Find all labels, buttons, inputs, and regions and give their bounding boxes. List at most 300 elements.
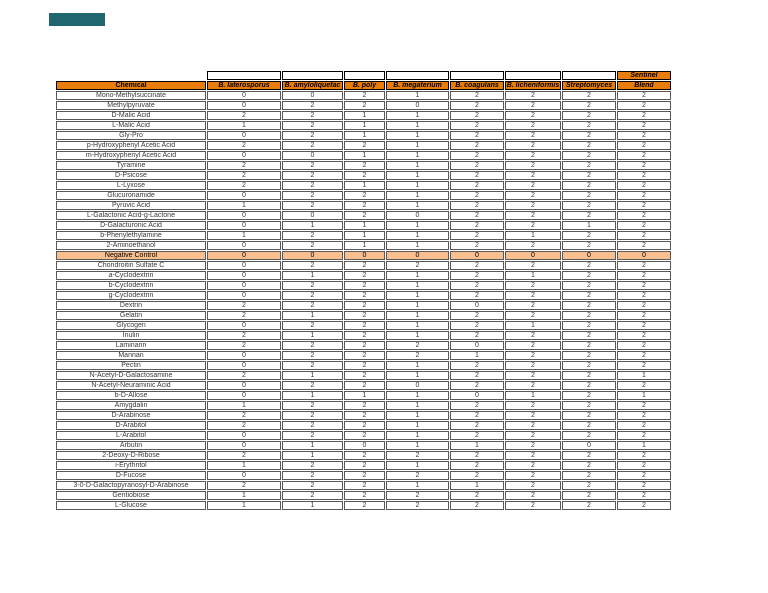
chemical-name-cell: L-Galactonic Acid-g-Lactone (56, 211, 206, 220)
value-cell: 2 (450, 411, 504, 420)
value-cell: 0 (617, 251, 671, 260)
value-cell: 2 (617, 331, 671, 340)
value-cell: 1 (386, 221, 449, 230)
value-cell: 2 (562, 481, 616, 490)
value-cell: 2 (344, 101, 385, 110)
value-cell: 0 (386, 381, 449, 390)
value-cell: 1 (386, 481, 449, 490)
value-cell: 1 (386, 431, 449, 440)
chemical-name-cell: a-Cyclodextrin (56, 271, 206, 280)
value-cell: 2 (617, 451, 671, 460)
table-row (56, 361, 671, 370)
chemical-name-cell: Chondroitin Sulfate C (56, 261, 206, 270)
table-row (56, 441, 671, 450)
value-cell: 2 (617, 111, 671, 120)
value-cell: 0 (562, 251, 616, 260)
value-cell: 2 (562, 401, 616, 410)
value-cell: 2 (344, 451, 385, 460)
value-cell: 2 (344, 281, 385, 290)
value-cell: 2 (617, 181, 671, 190)
value-cell: 1 (505, 391, 561, 400)
value-cell: 2 (562, 471, 616, 480)
column-header-species: B. poly (344, 81, 385, 90)
value-cell: 2 (617, 241, 671, 250)
table-row (56, 371, 671, 380)
value-cell: 2 (344, 141, 385, 150)
value-cell: 2 (282, 161, 343, 170)
value-cell: 1 (450, 351, 504, 360)
chemical-name-cell: D-Fucose (56, 471, 206, 480)
value-cell: 2 (505, 461, 561, 470)
value-cell: 2 (562, 181, 616, 190)
value-cell: 2 (505, 381, 561, 390)
value-cell: 2 (282, 471, 343, 480)
chemical-name-cell: Glycogen (56, 321, 206, 330)
value-cell: 2 (386, 351, 449, 360)
value-cell: 1 (282, 501, 343, 510)
value-cell: 2 (386, 491, 449, 500)
value-cell: 1 (282, 271, 343, 280)
value-cell: 2 (282, 401, 343, 410)
value-cell: 2 (450, 271, 504, 280)
value-cell: 2 (505, 151, 561, 160)
value-cell: 2 (562, 321, 616, 330)
value-cell: 2 (344, 341, 385, 350)
value-cell: 2 (344, 431, 385, 440)
chemical-name-cell: Pectin (56, 361, 206, 370)
value-cell: 2 (562, 381, 616, 390)
table-row (56, 281, 671, 290)
value-cell: 2 (505, 451, 561, 460)
value-cell: 2 (617, 91, 671, 100)
value-cell: 0 (450, 391, 504, 400)
value-cell: 2 (450, 171, 504, 180)
value-cell: 2 (207, 421, 281, 430)
table-row (56, 451, 671, 460)
value-cell: 2 (562, 451, 616, 460)
value-cell: 2 (450, 121, 504, 130)
value-cell: 0 (207, 471, 281, 480)
table-row (56, 421, 671, 430)
table-row (56, 121, 671, 130)
chemical-name-cell: Gentiobiose (56, 491, 206, 500)
value-cell: 2 (207, 181, 281, 190)
value-cell: 2 (617, 341, 671, 350)
value-cell: 2 (562, 411, 616, 420)
table-row (56, 301, 671, 310)
column-header-species: B. laterosporus (207, 81, 281, 90)
value-cell: 2 (282, 101, 343, 110)
chemical-name-cell: i-Erythritol (56, 461, 206, 470)
highlight-bar (49, 13, 105, 26)
pre-header-row (56, 71, 671, 80)
table-row (56, 501, 671, 510)
value-cell: 1 (207, 231, 281, 240)
value-cell: 0 (386, 211, 449, 220)
value-cell: 2 (450, 371, 504, 380)
value-cell: 2 (505, 431, 561, 440)
table-row (56, 401, 671, 410)
column-header-species: B. licheniformis (506, 82, 560, 89)
value-cell: 1 (386, 241, 449, 250)
value-cell: 2 (450, 311, 504, 320)
value-cell: 2 (562, 351, 616, 360)
value-cell: 0 (344, 441, 385, 450)
table-row (56, 351, 671, 360)
chemical-name-cell: Negative Control (56, 251, 206, 260)
value-cell: 2 (505, 241, 561, 250)
value-cell: 2 (386, 341, 449, 350)
table-row (56, 321, 671, 330)
value-cell: 2 (450, 401, 504, 410)
value-cell: 2 (282, 111, 343, 120)
value-cell: 2 (282, 421, 343, 430)
value-cell: 2 (207, 111, 281, 120)
value-cell: 0 (207, 151, 281, 160)
pre-header-box (344, 71, 385, 80)
chemical-name-cell: Inulin (56, 331, 206, 340)
value-cell: 2 (505, 441, 561, 450)
value-cell: 2 (505, 191, 561, 200)
value-cell: 2 (282, 381, 343, 390)
value-cell: 2 (207, 331, 281, 340)
value-cell: 0 (207, 321, 281, 330)
value-cell: 2 (617, 351, 671, 360)
chemical-name-cell: 3-0-D-Galactopyranosyl-D-Arabinose (56, 481, 206, 490)
value-cell: 2 (282, 241, 343, 250)
value-cell: 2 (450, 181, 504, 190)
value-cell: 0 (207, 91, 281, 100)
value-cell: 1 (207, 461, 281, 470)
value-cell: 2 (450, 101, 504, 110)
value-cell: 2 (617, 261, 671, 270)
value-cell: 2 (562, 271, 616, 280)
value-cell: 2 (282, 321, 343, 330)
value-cell: 2 (617, 201, 671, 210)
value-cell: 2 (505, 291, 561, 300)
value-cell: 1 (344, 221, 385, 230)
value-cell: 2 (562, 171, 616, 180)
value-cell: 1 (505, 231, 561, 240)
table-row (56, 331, 671, 340)
value-cell: 2 (617, 121, 671, 130)
value-cell: 0 (207, 261, 281, 270)
value-cell: 2 (450, 231, 504, 240)
value-cell: 2 (562, 421, 616, 430)
value-cell: 2 (617, 281, 671, 290)
value-cell: 1 (344, 231, 385, 240)
value-cell: 2 (344, 471, 385, 480)
value-cell: 2 (617, 471, 671, 480)
value-cell: 1 (386, 291, 449, 300)
value-cell: 0 (344, 251, 385, 260)
chemical-name-cell: 2-Aminoethanol (56, 241, 206, 250)
value-cell: 2 (450, 191, 504, 200)
table-row (56, 241, 671, 250)
value-cell: 0 (282, 91, 343, 100)
column-header-species: B. amyloliquefac (282, 81, 343, 90)
value-cell: 2 (344, 461, 385, 470)
value-cell: 1 (344, 111, 385, 120)
table-row (56, 341, 671, 350)
value-cell: 0 (207, 351, 281, 360)
value-cell: 2 (207, 371, 281, 380)
value-cell: 1 (386, 461, 449, 470)
column-header-species: B. megaterium (386, 81, 449, 90)
value-cell: 2 (450, 131, 504, 140)
table-row (56, 261, 671, 270)
value-cell: 2 (450, 261, 504, 270)
value-cell: 2 (344, 271, 385, 280)
value-cell: 2 (505, 341, 561, 350)
value-cell: 2 (207, 481, 281, 490)
table-row (56, 411, 671, 420)
value-cell: 1 (386, 281, 449, 290)
value-cell: 2 (562, 161, 616, 170)
value-cell: 2 (282, 431, 343, 440)
value-cell: 2 (282, 411, 343, 420)
value-cell: 0 (207, 271, 281, 280)
value-cell: 2 (505, 91, 561, 100)
table-row (56, 461, 671, 470)
value-cell: 1 (282, 331, 343, 340)
value-cell: 0 (207, 361, 281, 370)
value-cell: 2 (505, 161, 561, 170)
value-cell: 2 (562, 111, 616, 120)
value-cell: 2 (617, 461, 671, 470)
value-cell: 2 (562, 301, 616, 310)
chemical-name-cell: N-Acetyl-D-Galactosamine (56, 371, 206, 380)
value-cell: 1 (386, 371, 449, 380)
value-cell: 2 (450, 211, 504, 220)
value-cell: 2 (344, 331, 385, 340)
value-cell: 1 (282, 371, 343, 380)
value-cell: 2 (450, 381, 504, 390)
value-cell: 2 (505, 131, 561, 140)
value-cell: 2 (505, 281, 561, 290)
value-cell: 2 (344, 361, 385, 370)
header-row (56, 81, 671, 90)
value-cell: 0 (207, 291, 281, 300)
value-cell: 2 (562, 121, 616, 130)
pre-header-box (282, 71, 343, 80)
value-cell: 2 (617, 321, 671, 330)
value-cell: 2 (282, 361, 343, 370)
chemical-name-cell: D-Arabitol (56, 421, 206, 430)
value-cell: 2 (344, 171, 385, 180)
chemical-name-cell: b-D-Allose (56, 391, 206, 400)
value-cell: 1 (505, 321, 561, 330)
pre-header-box (505, 71, 561, 80)
value-cell: 2 (505, 121, 561, 130)
value-cell: 2 (505, 351, 561, 360)
value-cell: 0 (207, 431, 281, 440)
table-row (56, 311, 671, 320)
value-cell: 2 (505, 221, 561, 230)
value-cell: 2 (344, 211, 385, 220)
table-row (56, 471, 671, 480)
table-row (56, 101, 671, 110)
value-cell: 2 (617, 491, 671, 500)
value-cell: 1 (386, 121, 449, 130)
value-cell: 1 (282, 221, 343, 230)
value-cell: 2 (617, 291, 671, 300)
value-cell: 0 (562, 441, 616, 450)
value-cell: 2 (617, 361, 671, 370)
value-cell: 2 (617, 301, 671, 310)
value-cell: 1 (386, 321, 449, 330)
value-cell: 2 (282, 341, 343, 350)
value-cell: 1 (386, 301, 449, 310)
value-cell: 2 (562, 241, 616, 250)
value-cell: 2 (344, 481, 385, 490)
value-cell: 2 (344, 161, 385, 170)
value-cell: 2 (207, 171, 281, 180)
value-cell: 2 (282, 301, 343, 310)
value-cell: 1 (386, 151, 449, 160)
value-cell: 1 (344, 391, 385, 400)
chemical-name-cell: p-Hydroxyphenyl Acetic Acid (56, 141, 206, 150)
value-cell: 2 (505, 401, 561, 410)
value-cell: 1 (386, 91, 449, 100)
value-cell: 2 (207, 301, 281, 310)
value-cell: 2 (282, 291, 343, 300)
value-cell: 1 (386, 111, 449, 120)
chemical-name-cell: L-Malic Acid (56, 121, 206, 130)
table-row (56, 381, 671, 390)
chemical-name-cell: Laminarin (56, 341, 206, 350)
value-cell: 0 (282, 211, 343, 220)
value-cell: 0 (207, 131, 281, 140)
value-cell: 1 (386, 411, 449, 420)
value-cell: 1 (450, 441, 504, 450)
value-cell: 2 (207, 141, 281, 150)
pre-header-box (562, 71, 616, 80)
pre-header-box (386, 71, 449, 80)
value-cell: 1 (386, 161, 449, 170)
value-cell: 2 (562, 131, 616, 140)
value-cell: 2 (450, 501, 504, 510)
value-cell: 1 (386, 231, 449, 240)
value-cell: 2 (282, 481, 343, 490)
value-cell: 0 (207, 241, 281, 250)
value-cell: 2 (562, 191, 616, 200)
value-cell: 0 (282, 151, 343, 160)
value-cell: 0 (386, 101, 449, 110)
chemical-name-cell: m-Hydroxyphenyl Acetic Acid (56, 151, 206, 160)
value-cell: 2 (450, 221, 504, 230)
value-cell: 2 (282, 491, 343, 500)
value-cell: 2 (344, 411, 385, 420)
table-row (56, 161, 671, 170)
value-cell: 2 (450, 461, 504, 470)
value-cell: 0 (450, 341, 504, 350)
value-cell: 0 (505, 251, 561, 260)
value-cell: 2 (505, 411, 561, 420)
value-cell: 2 (505, 141, 561, 150)
value-cell: 2 (450, 281, 504, 290)
value-cell: 2 (344, 401, 385, 410)
value-cell: 1 (386, 361, 449, 370)
value-cell: 2 (617, 191, 671, 200)
value-cell: 2 (617, 221, 671, 230)
value-cell: 2 (505, 471, 561, 480)
value-cell: 2 (505, 261, 561, 270)
value-cell: 0 (207, 441, 281, 450)
chemical-name-cell: Arbutin (56, 441, 206, 450)
chemical-name-cell: Tyramine (56, 161, 206, 170)
value-cell: 2 (562, 361, 616, 370)
value-cell: 2 (562, 311, 616, 320)
table-row (56, 131, 671, 140)
value-cell: 0 (386, 251, 449, 260)
value-cell: 2 (207, 451, 281, 460)
value-cell: 2 (617, 381, 671, 390)
value-cell: 2 (344, 371, 385, 380)
column-header-blend: Blend (617, 81, 671, 90)
chemical-name-cell: D-Psicose (56, 171, 206, 180)
chemical-name-cell: Dextrin (56, 301, 206, 310)
table-body (56, 91, 671, 510)
table-row (56, 231, 671, 240)
value-cell: 1 (207, 501, 281, 510)
table-row (56, 191, 671, 200)
value-cell: 2 (562, 281, 616, 290)
value-cell: 2 (282, 121, 343, 130)
value-cell: 2 (450, 141, 504, 150)
table-header (56, 71, 671, 90)
column-header-species: Streptomyces (562, 81, 616, 90)
table-row (56, 91, 671, 100)
value-cell: 2 (617, 271, 671, 280)
value-cell: 1 (344, 241, 385, 250)
column-header-species: B. coagulans (450, 81, 504, 90)
sentinel-top-label: Sentinel (617, 71, 671, 80)
chemical-name-cell: D-Arabinose (56, 411, 206, 420)
value-cell: 2 (282, 171, 343, 180)
value-cell: 2 (505, 331, 561, 340)
value-cell: 2 (505, 201, 561, 210)
value-cell: 0 (282, 251, 343, 260)
value-cell: 1 (207, 401, 281, 410)
table-row (56, 431, 671, 440)
value-cell: 2 (282, 131, 343, 140)
value-cell: 2 (344, 321, 385, 330)
value-cell: 2 (617, 431, 671, 440)
value-cell: 2 (344, 501, 385, 510)
value-cell: 2 (450, 431, 504, 440)
value-cell: 2 (450, 471, 504, 480)
value-cell: 2 (617, 211, 671, 220)
chemical-name-cell: Gly-Pro (56, 131, 206, 140)
value-cell: 1 (282, 451, 343, 460)
value-cell: 2 (617, 501, 671, 510)
table-row (56, 171, 671, 180)
value-cell: 1 (617, 441, 671, 450)
value-cell: 2 (562, 331, 616, 340)
table-row (56, 251, 671, 260)
value-cell: 1 (386, 181, 449, 190)
value-cell: 1 (617, 371, 671, 380)
value-cell: 2 (386, 471, 449, 480)
table-row (56, 141, 671, 150)
value-cell: 0 (207, 251, 281, 260)
value-cell: 2 (505, 111, 561, 120)
value-cell: 2 (617, 411, 671, 420)
value-cell: 1 (450, 481, 504, 490)
value-cell: 2 (344, 201, 385, 210)
value-cell: 2 (450, 491, 504, 500)
